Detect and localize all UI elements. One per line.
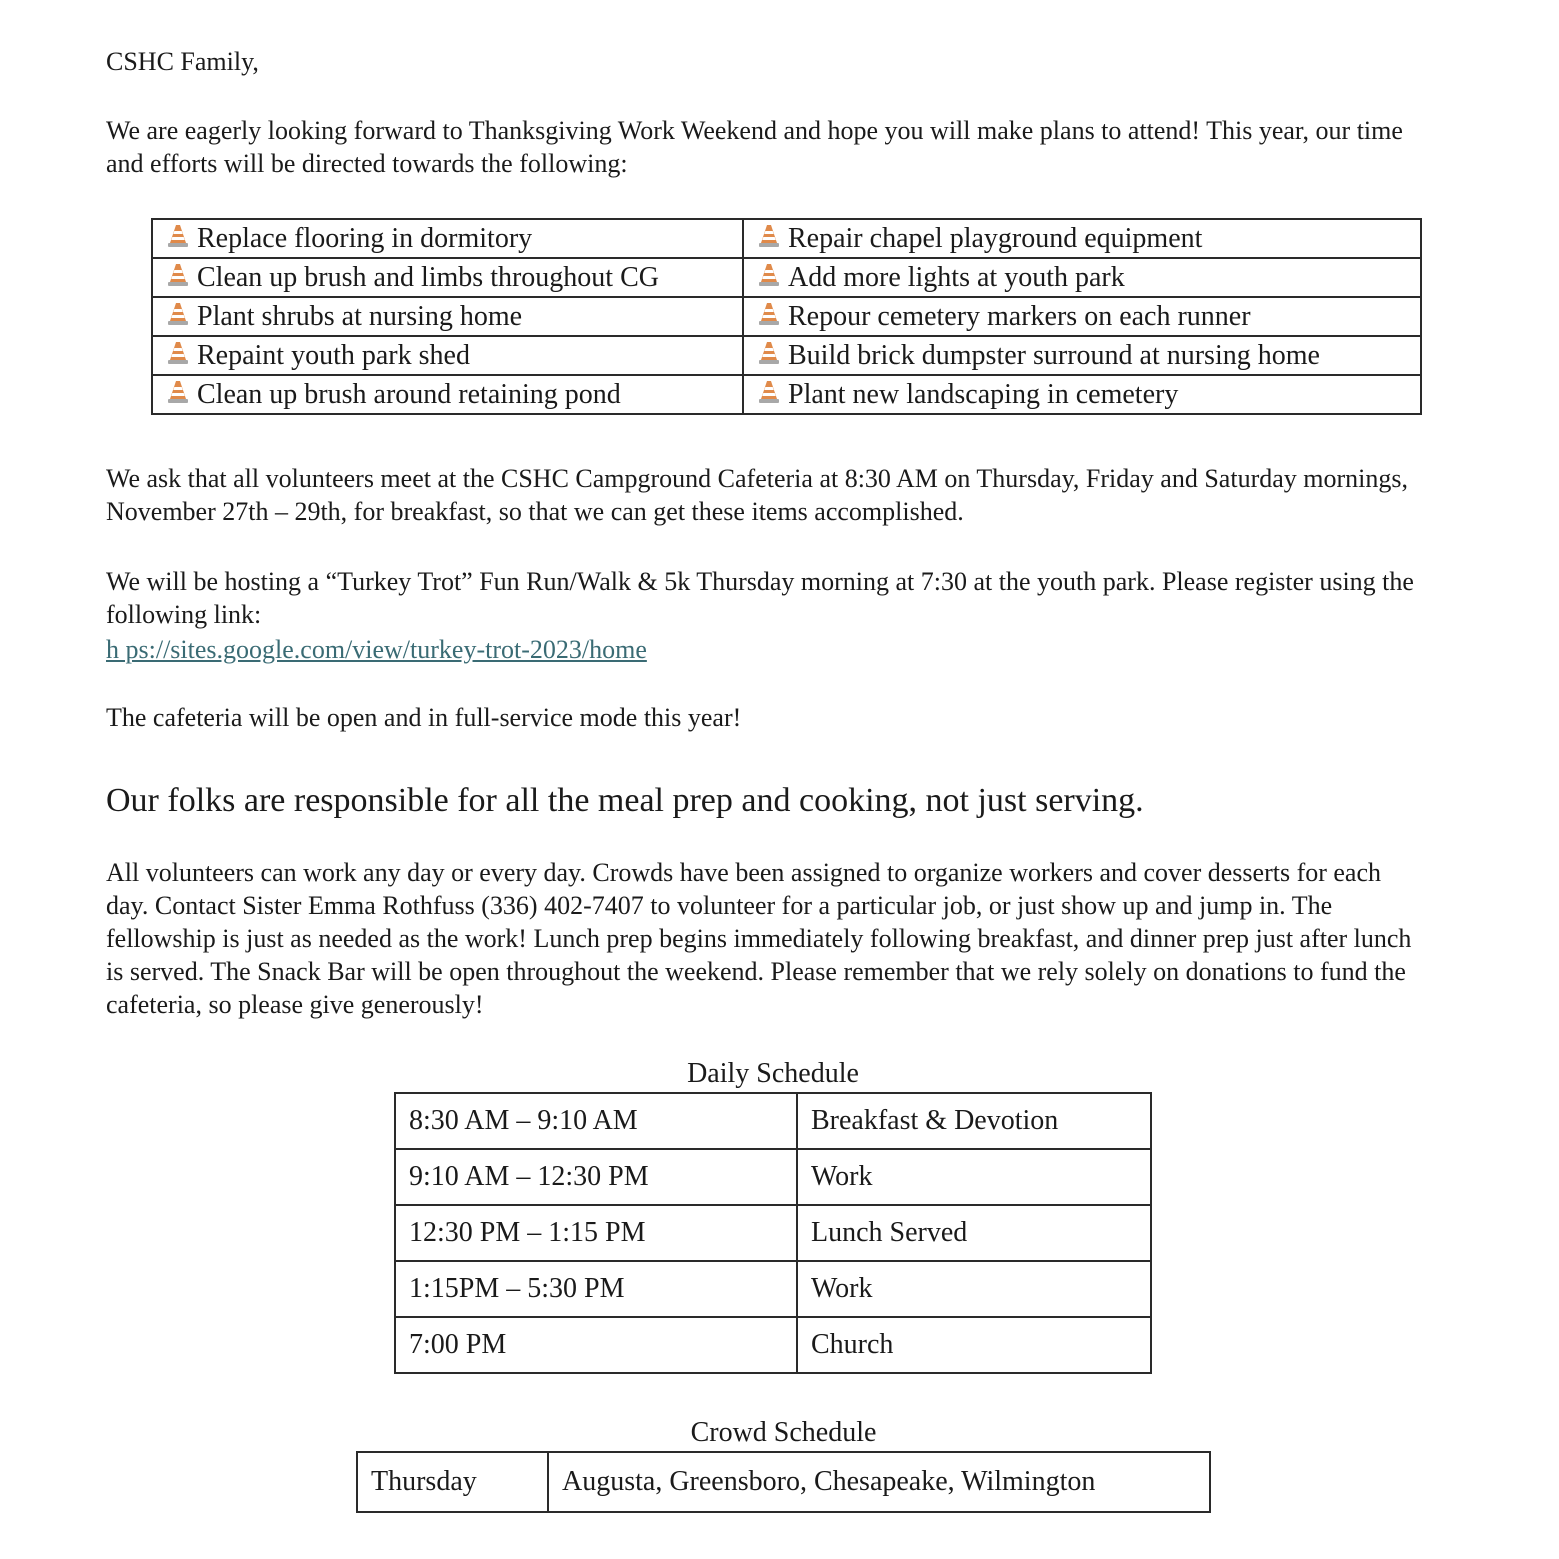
task-cell bbox=[743, 297, 1421, 336]
task-label: Replace flooring in dormitory bbox=[197, 223, 533, 254]
task-label: Repair chapel playground equipment bbox=[788, 223, 1203, 254]
task-row bbox=[152, 258, 1421, 297]
volunteers-paragraph: All volunteers can work any day or every day. Crowds have been assigned to organize workers and cover desserts for each day. Contact Sister Emma Rothfuss (336) 402-7407 to volunteer for a particular job, or just show up and jump in. The fellowship is just as needed as the work! Lunch prep begins immediately following breakfast, and dinner prep just after lunch is served. The Snack Bar will be open throughout the weekend. Please remember that we rely solely on donations to fund the cafeteria, so please give generously! bbox=[106, 858, 1412, 1019]
traffic-cone-icon bbox=[758, 378, 780, 404]
table-row bbox=[357, 1452, 1210, 1512]
schedule-time: 12:30 PM – 1:15 PM bbox=[395, 1205, 797, 1261]
traffic-cone-icon bbox=[167, 261, 189, 287]
table-row bbox=[395, 1149, 1151, 1205]
traffic-cone-icon bbox=[758, 300, 780, 326]
schedule-activity: Breakfast & Devotion bbox=[797, 1093, 1151, 1149]
task-label: Plant shrubs at nursing home bbox=[197, 301, 523, 332]
crowd-names: Augusta, Greensboro, Chesapeake, Wilmington bbox=[548, 1452, 1210, 1512]
table-row bbox=[395, 1205, 1151, 1261]
traffic-cone-icon bbox=[758, 261, 780, 287]
task-row bbox=[152, 336, 1421, 375]
crowd-day: Thursday bbox=[357, 1452, 548, 1512]
traffic-cone-icon bbox=[167, 300, 189, 326]
task-cell bbox=[152, 336, 743, 375]
task-row bbox=[152, 297, 1421, 336]
cafeteria-paragraph: The cafeteria will be open and in full-service mode this year! bbox=[106, 703, 742, 732]
task-cell bbox=[152, 375, 743, 414]
daily-schedule-table bbox=[394, 1092, 1152, 1374]
schedule-time: 8:30 AM – 9:10 AM bbox=[395, 1093, 797, 1149]
registration-link[interactable]: h ps://sites.google.com/view/turkey-trot-2023/home bbox=[106, 635, 647, 664]
traffic-cone-icon bbox=[167, 378, 189, 404]
schedule-activity: Lunch Served bbox=[797, 1205, 1151, 1261]
task-label: Clean up brush and limbs throughout CG bbox=[197, 262, 659, 293]
task-cell bbox=[743, 375, 1421, 414]
table-row bbox=[395, 1261, 1151, 1317]
greeting: CSHC Family, bbox=[106, 47, 259, 76]
headline: Our folks are responsible for all the meal prep and cooking, not just serving. bbox=[106, 782, 1144, 819]
schedule-time: 1:15PM – 5:30 PM bbox=[395, 1261, 797, 1317]
task-cell bbox=[743, 336, 1421, 375]
task-cell bbox=[152, 297, 743, 336]
traffic-cone-icon bbox=[758, 222, 780, 248]
daily-schedule-title: Daily Schedule bbox=[687, 1058, 859, 1089]
traffic-cone-icon bbox=[758, 339, 780, 365]
schedule-activity: Work bbox=[797, 1261, 1151, 1317]
task-label: Add more lights at youth park bbox=[788, 262, 1125, 293]
table-row bbox=[395, 1093, 1151, 1149]
schedule-activity: Church bbox=[797, 1317, 1151, 1373]
crowd-schedule-title: Crowd Schedule bbox=[690, 1417, 877, 1448]
traffic-cone-icon bbox=[167, 339, 189, 365]
task-row bbox=[152, 375, 1421, 414]
traffic-cone-icon bbox=[167, 222, 189, 248]
task-label: Repaint youth park shed bbox=[197, 340, 470, 371]
meeting-paragraph: We ask that all volunteers meet at the CSHC Campground Cafeteria at 8:30 AM on Thursday, Friday and Saturday mornings, November 27th – 29th, for breakfast, so that we can get these items accomplished. bbox=[106, 464, 1408, 526]
task-label: Build brick dumpster surround at nursing home bbox=[788, 340, 1320, 371]
crowd-schedule-table bbox=[356, 1451, 1211, 1513]
task-cell bbox=[152, 219, 743, 258]
task-table bbox=[151, 218, 1422, 415]
task-row bbox=[152, 219, 1421, 258]
turkey-trot-paragraph: We will be hosting a “Turkey Trot” Fun Run/Walk & 5k Thursday morning at 7:30 at the youth park. Please register using the following link: bbox=[106, 567, 1414, 629]
task-cell bbox=[743, 258, 1421, 297]
task-cell bbox=[152, 258, 743, 297]
task-cell bbox=[743, 219, 1421, 258]
task-label: Repour cemetery markers on each runner bbox=[788, 301, 1251, 332]
task-label: Clean up brush around retaining pond bbox=[197, 379, 621, 410]
schedule-activity: Work bbox=[797, 1149, 1151, 1205]
schedule-time: 7:00 PM bbox=[395, 1317, 797, 1373]
task-label: Plant new landscaping in cemetery bbox=[788, 379, 1179, 410]
schedule-time: 9:10 AM – 12:30 PM bbox=[395, 1149, 797, 1205]
table-row bbox=[395, 1317, 1151, 1373]
intro-paragraph: We are eagerly looking forward to Thanksgiving Work Weekend and hope you will make plans to attend! This year, our time and efforts will be directed towards the following: bbox=[106, 116, 1403, 178]
